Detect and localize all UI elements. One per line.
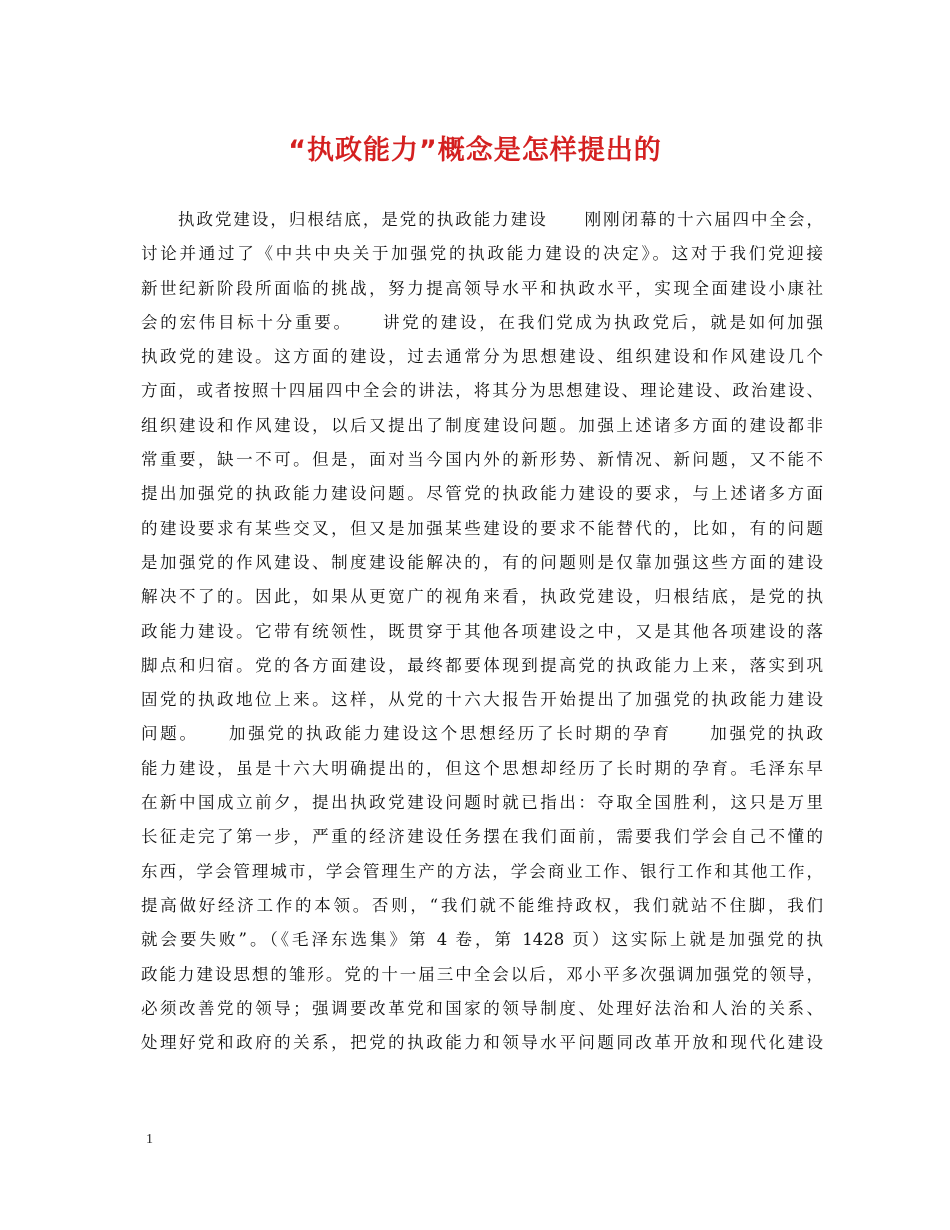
text-line: 必须改善党的领导；强调要改革党和国家的领导制度、处理好法治和人治的关系、: [141, 998, 823, 1018]
text-line: 方面，或者按照十四届四中全会的讲法，将其分为思想建设、理论建设、政治建设、: [141, 381, 823, 401]
text-line: 政能力建设。它带有统领性，既贯穿于其他各项建设之中，又是其他各项建设的落: [141, 621, 823, 641]
text-line: 固党的执政地位上来。这样，从党的十六大报告开始提出了加强党的执政能力建设: [141, 690, 823, 710]
text-line: 就会要失败”。（《毛泽东选集》第 4 卷，第 1428 页）这实际上就是加强党的执: [141, 930, 823, 950]
text-line: 执政党建设，归根结底，是党的执政能力建设 刚刚闭幕的十六届四中全会，: [141, 210, 823, 229]
text-line: 解决不了的。因此，如果从更宽广的视角来看，执政党建设，归根结底，是党的执: [141, 587, 823, 607]
text-line: 长征走完了第一步，严重的经济建设任务摆在我们面前，需要我们学会自己不懂的: [141, 827, 823, 847]
text-line: 在新中国成立前夕，提出执政党建设问题时就已指出：夺取全国胜利，这只是万里: [141, 793, 823, 813]
text-line: 讨论并通过了《中共中央关于加强党的执政能力建设的决定》。这对于我们党迎接: [141, 244, 823, 264]
page-number: 1: [146, 1132, 153, 1147]
text-line: 提高做好经济工作的本领。否则，“我们就不能维持政权，我们就站不住脚，我们: [141, 895, 823, 915]
text-line: 会的宏伟目标十分重要。 讲党的建设，在我们党成为执政党后，就是如何加强: [141, 312, 823, 332]
text-line: 执政党的建设。这方面的建设，过去通常分为思想建设、组织建设和作风建设几个: [141, 347, 823, 367]
document-title: “执政能力”概念是怎样提出的: [288, 135, 662, 166]
text-line: 的建设要求有某些交叉，但又是加强某些建设的要求不能替代的，比如，有的问题: [141, 518, 823, 538]
text-line: 政能力建设思想的雏形。党的十一届三中全会以后，邓小平多次强调加强党的领导，: [141, 964, 823, 984]
body-paragraph: [141, 203, 823, 1060]
text-line: 东西，学会管理城市，学会管理生产的方法，学会商业工作、银行工作和其他工作，: [141, 861, 823, 881]
text-line: 脚点和归宿。党的各方面建设，最终都要体现到提高党的执政能力上来，落实到巩: [141, 655, 823, 675]
text-line: 问题。 加强党的执政能力建设这个思想经历了长时期的孕育 加强党的执政: [141, 724, 823, 744]
text-line: 提出加强党的执政能力建设问题。尽管党的执政能力建设的要求，与上述诸多方面: [141, 484, 823, 504]
text-line: 是加强党的作风建设、制度建设能解决的，有的问题则是仅靠加强这些方面的建设: [141, 552, 823, 572]
text-line: 能力建设，虽是十六大明确提出的，但这个思想却经历了长时期的孕育。毛泽东早: [141, 758, 823, 778]
text-line: 常重要，缺一不可。但是，面对当今国内外的新形势、新情况、新问题，又不能不: [141, 450, 823, 470]
text-line: 组织建设和作风建设，以后又提出了制度建设问题。加强上述诸多方面的建设都非: [141, 415, 823, 435]
text-line: 新世纪新阶段所面临的挑战，努力提高领导水平和执政水平，实现全面建设小康社: [141, 278, 823, 298]
text-line: 处理好党和政府的关系，把党的执政能力和领导水平问题同改革开放和现代化建设: [141, 1033, 823, 1053]
